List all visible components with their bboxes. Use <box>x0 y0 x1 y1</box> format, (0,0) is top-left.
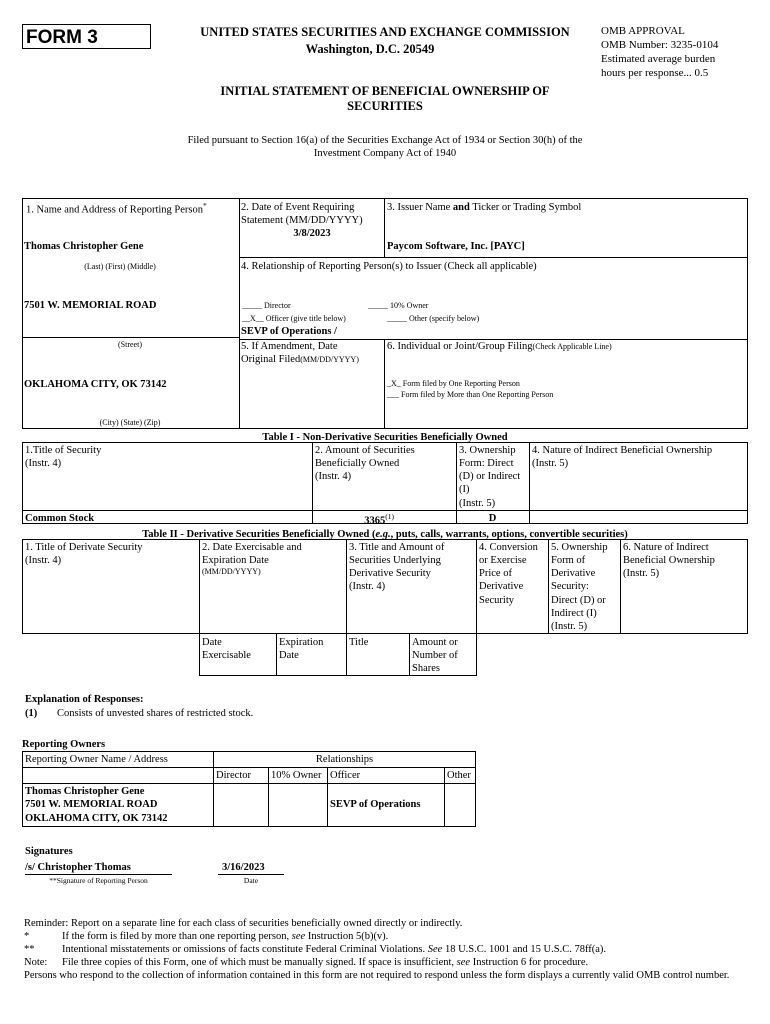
reporting-person-city: OKLAHOMA CITY, OK 73142 <box>24 379 167 390</box>
explanation-text: Consists of unvested shares of restricted stock. <box>57 708 254 719</box>
footnote-doublestar: ** <box>24 944 35 955</box>
explanation-heading: Explanation of Responses: <box>25 694 144 705</box>
filing-option-multiple: ___ Form filed by More than One Reporting Person <box>387 390 554 399</box>
omb-title: OMB APPROVAL <box>601 25 685 37</box>
note-label: Note: <box>24 957 48 968</box>
table2-header-dates: 2. Date Exercisable and Expiration Date (MM/DD/YYYY) <box>202 542 302 577</box>
footnote-star-text: If the form is filed by more than one reporting person, see Instruction 5(b)(v). <box>62 931 389 942</box>
reporting-person-section <box>22 198 748 429</box>
footnote-doublestar-text: Intentional misstatements or omissions of facts constitute Federal Criminal Violations. See 18 U.S.C. 1001 and 15 U.S.C. 78ff(a). <box>62 944 607 955</box>
box5-label: 5. If Amendment, Date Original Filed(MM/DD/YYYY) <box>241 341 359 366</box>
table2-header-underlying: 3. Title and Amount of Securities Underlying Derivative Security (Instr. 4) <box>349 542 445 593</box>
box6-label: 6. Individual or Joint/Group Filing(Check Applicable Line) <box>387 341 612 352</box>
omb-approval <box>601 24 718 80</box>
table2-header-nature: 6. Nature of Indirect Beneficial Ownership (Instr. 5) <box>623 542 715 580</box>
reminder: Reminder: Report on a separate line for each class of securities beneficially owned directly or indirectly. <box>24 918 463 929</box>
box1-label: 1. Name and Address of Reporting Person* <box>26 201 207 216</box>
signature-date: 3/16/2023 <box>222 862 265 873</box>
table1-title: Table I - Non-Derivative Securities Beneficially Owned <box>262 432 508 443</box>
filed-pursuant-2: Investment Company Act of 1940 <box>313 148 457 159</box>
table1-header-title: 1.Title of Security (Instr. 4) <box>25 445 102 470</box>
persons-notice: Persons who respond to the collection of information contained in this form are not required to respond unless the form displays a currently valid OMB control number. <box>24 970 730 981</box>
table1-header-form: 3. Ownership Form: Direct (D) or Indirect (I) (Instr. 5) <box>459 445 521 509</box>
reporting-owners-table <box>22 751 476 827</box>
filed-pursuant: Filed pursuant to Section 16(a) of the Securities Exchange Act of 1934 or Section 30(h) of the <box>187 135 583 146</box>
filing-option-one: _X_ Form filed by One Reporting Person <box>387 379 520 388</box>
table1-header-amount: 2. Amount of Securities Beneficially Owned (Instr. 4) <box>315 445 415 483</box>
table1-form: D <box>488 513 497 524</box>
statement-title-2: SECURITIES <box>347 99 423 113</box>
other-header: Other <box>445 768 476 784</box>
omb-burden: Estimated average burden <box>601 53 716 65</box>
owner-name-header: Reporting Owner Name / Address <box>23 752 214 768</box>
reporting-owners-heading: Reporting Owners <box>22 739 106 750</box>
table2-header-title: 1. Title of Derivate Security (Instr. 4) <box>25 542 143 567</box>
footnote-star: * <box>24 931 30 942</box>
table2-sub-title: Title <box>349 637 369 648</box>
event-date: 3/8/2023 <box>293 228 331 239</box>
agency-name: UNITED STATES SECURITIES AND EXCHANGE COMMISSION <box>200 25 570 39</box>
owner-address: Thomas Christopher Gene 7501 W. MEMORIAL ROAD OKLAHOMA CITY, OK 73142 <box>23 784 214 826</box>
form-label-box <box>22 24 151 49</box>
explanation-number: (1) <box>25 708 38 719</box>
name-caption: (Last) (First) (Middle) <box>84 262 156 271</box>
owner-officer-title: SEVP of Operations <box>328 784 445 826</box>
omb-hours: hours per response... 0.5 <box>601 67 709 79</box>
table2-title: Table II - Derivative Securities Beneficially Owned (e.g., puts, calls, warrants, options, convertible securities) <box>142 529 628 540</box>
table1-security: Common Stock <box>25 513 95 524</box>
form-label: FORM 3 <box>26 27 98 48</box>
reporting-person-street: 7501 W. MEMORIAL ROAD <box>24 300 157 311</box>
signature-date-caption: Date <box>243 876 259 885</box>
table2-header-ownership: 5. Ownership Form of Derivative Security: Direct (D) or Indirect (I) (Instr. 5) <box>551 542 608 632</box>
ten-percent-checkbox: _____ 10% Owner <box>368 301 429 310</box>
reporting-person-name: Thomas Christopher Gene <box>24 241 144 252</box>
city-caption: (City) (State) (Zip) <box>99 418 161 427</box>
box3-label: 3. Issuer Name and Ticker or Trading Symbol <box>387 202 582 213</box>
ten-pct-header: 10% Owner <box>269 768 328 784</box>
officer-header: Officer <box>328 768 445 784</box>
other-checkbox: _____ Other (specify below) <box>387 314 480 323</box>
note-text: File three copies of this Form, one of which must be manually signed. If space is insufficient, see Instruction 6 for procedure. <box>62 957 589 968</box>
table1-amount: 3365$^{(1)}$ <box>364 512 394 527</box>
table1-header-nature: 4. Nature of Indirect Beneficial Ownership (Instr. 5) <box>532 445 713 470</box>
street-caption: (Street) <box>118 340 142 349</box>
relationships-header: Relationships <box>214 752 476 768</box>
director-checkbox: _____ Director <box>242 301 291 310</box>
statement-title: INITIAL STATEMENT OF BENEFICIAL OWNERSHIP OF <box>220 84 550 98</box>
director-header: Director <box>214 768 269 784</box>
officer-checkbox: __X__ Officer (give title below) <box>242 314 346 323</box>
box4-label: 4. Relationship of Reporting Person(s) to Issuer (Check all applicable) <box>241 261 537 272</box>
issuer-name: Paycom Software, Inc. [PAYC] <box>387 241 525 252</box>
agency-location: Washington, D.C. 20549 <box>305 42 435 56</box>
signature: /s/ Christopher Thomas <box>25 862 131 873</box>
table2-sub-amount: Amount or Number of Shares <box>412 637 458 675</box>
table2-sub-exercisable: Date Exercisable <box>202 637 251 662</box>
officer-title: SEVP of Operations / <box>241 326 337 337</box>
omb-number: OMB Number: 3235-0104 <box>601 39 719 51</box>
signatures-heading: Signatures <box>25 846 73 857</box>
signature-caption: **Signature of Reporting Person <box>49 876 148 885</box>
box2-label: 2. Date of Event Requiring Statement (MM/DD/YYYY) <box>241 202 363 227</box>
table2-sub-expiration: Expiration Date <box>279 637 324 662</box>
table2-header-conversion: 4. Conversion or Exercise Price of Derivative Security <box>479 542 538 606</box>
